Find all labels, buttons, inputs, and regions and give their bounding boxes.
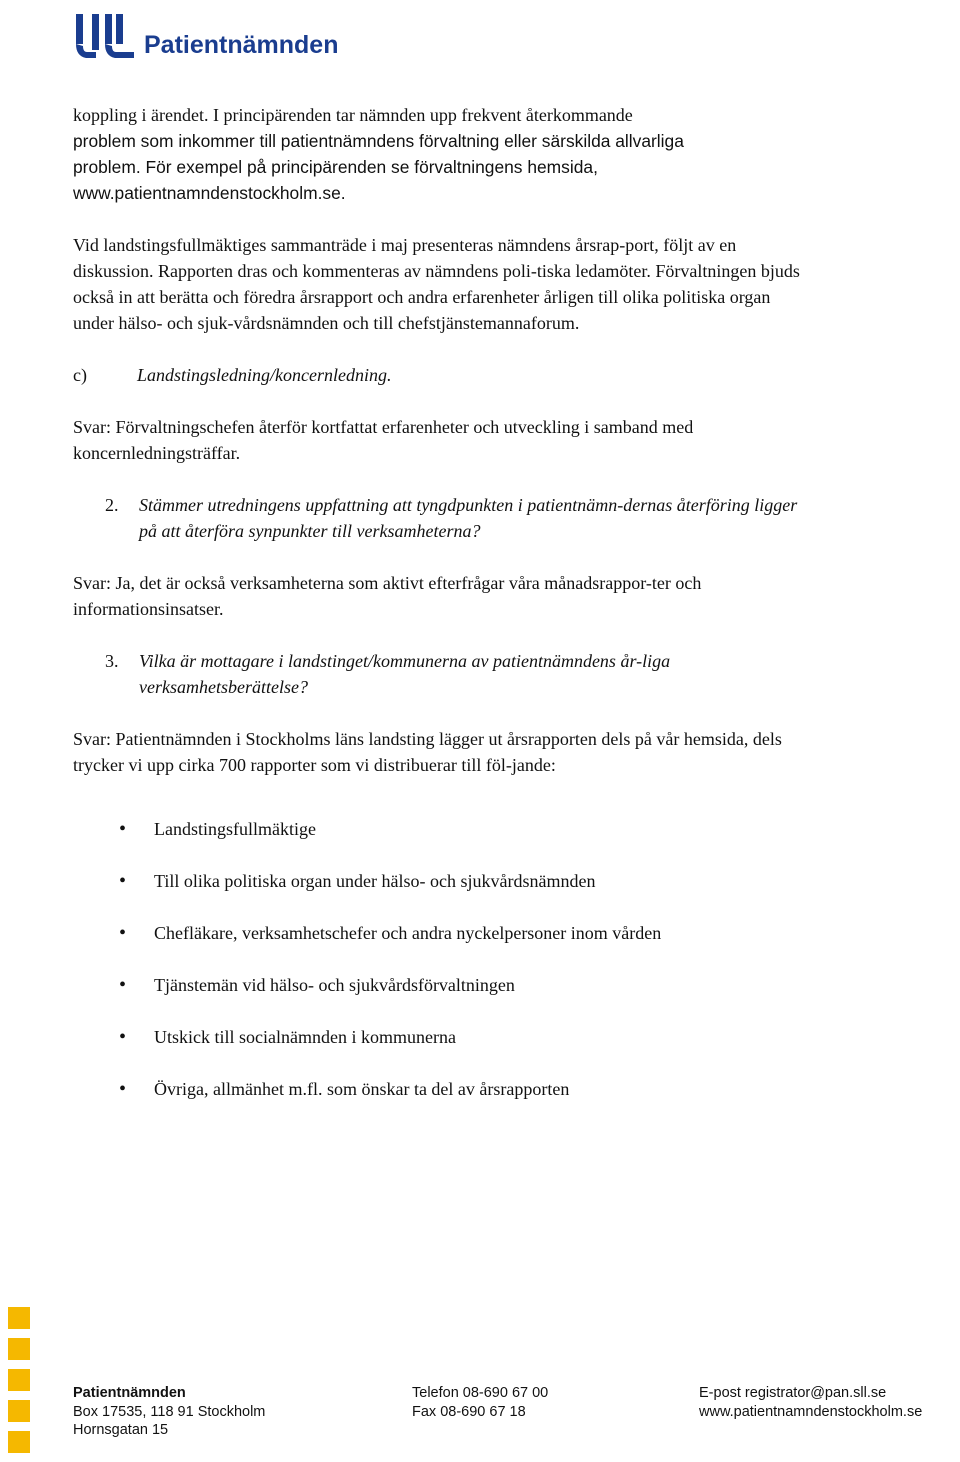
footer-website[interactable]: www.patientnamndenstockholm.se (699, 1403, 923, 1420)
sub-item-c (73, 362, 813, 388)
question-number: 3. (105, 651, 119, 671)
sub-item-marker: c) (73, 365, 87, 385)
answer-3: Svar: Patientnämnden i Stockholms läns landsting lägger ut årsrapporten dels på vår hemsida, dels trycker vi upp cirka 700 rapporter som vi distribuerar till föl-jande: (73, 729, 782, 775)
decorative-squares (8, 1307, 30, 1462)
list-item: • Till olika politiska organ under hälso- och sjukvårdsnämnden (73, 868, 813, 894)
paragraph-annual-report: Vid landstingsfullmäktiges sammanträde i maj presenteras nämndens årsrap-port, följt av en diskussion. Rapporten dras och kommenteras av nämndens poli-tiska ledamöter. Förvaltningen bjuds också in att berätta och föredra årsrapport och andra erfarenheter årligen till olika politiska organ under hälso- och sjuk-vårdsnämnden och till chefstjänstemannaforum. (73, 235, 800, 333)
footer-phone-fax (412, 1384, 548, 1421)
paragraph-principle-cases (73, 102, 813, 206)
question-text: Stämmer utredningens uppfattning att tyngdpunkten i patientnämn-dernas återföring ligger på att återföra synpunkter till verksamheterna? (139, 495, 798, 541)
yellow-square-icon (8, 1400, 30, 1422)
document-body (73, 102, 813, 1128)
footer-postal-address: Box 17535, 118 91 Stockholm (73, 1403, 266, 1420)
yellow-square-icon (8, 1369, 30, 1391)
yellow-square-icon (8, 1338, 30, 1360)
question-number: 2. (105, 495, 119, 515)
footer-contact (699, 1384, 922, 1421)
footer-email[interactable]: E-post registrator@pan.sll.se (699, 1385, 887, 1401)
footer-phone: Telefon 08-690 67 00 (412, 1385, 549, 1401)
list-item: • Tjänstemän vid hälso- och sjukvårdsförvaltningen (73, 972, 813, 998)
paragraph-line: problem som inkommer till patientnämndens förvaltning eller särskilda allvarliga (73, 131, 684, 151)
paragraph-line: koppling i ärendet. I principärenden tar nämnden upp frekvent återkommande (73, 105, 633, 125)
answer-2: Svar: Ja, det är också verksamheterna som aktivt efterfrågar våra månadsrappor-ter och informationsinsatser. (73, 573, 702, 619)
footer-street: Hornsgatan 15 (73, 1422, 169, 1438)
list-item: • Övriga, allmänhet m.fl. som önskar ta del av årsrapporten (73, 1076, 813, 1102)
answer-c: Svar: Förvaltningschefen återför kortfattat erfarenheter och utveckling i samband med koncernledningsträffar. (73, 417, 694, 463)
yellow-square-icon (8, 1307, 30, 1329)
logo (72, 6, 338, 62)
logo-mark-icon (72, 12, 136, 62)
recipient-list (73, 816, 813, 1102)
footer-org-name: Patientnämnden (73, 1385, 186, 1401)
list-item: • Landstingsfullmäktige (73, 816, 813, 842)
yellow-square-icon (8, 1431, 30, 1453)
question-text: Vilka är mottagare i landstinget/kommunerna av patientnämndens år-liga verksamhetsberättelse? (139, 651, 671, 697)
website-link[interactable]: www.patientnamndenstockholm.se. (73, 183, 346, 203)
question-2 (73, 492, 813, 544)
sub-item-text: Landstingsledning/koncernledning. (137, 365, 392, 385)
logo-text: Patientnämnden (144, 31, 339, 59)
question-3 (73, 648, 813, 700)
footer-address (73, 1384, 265, 1440)
paragraph-line: problem. För exempel på principärenden se förvaltningens hemsida, (73, 157, 598, 177)
footer-fax: Fax 08-690 67 18 (412, 1403, 526, 1420)
list-item: • Utskick till socialnämnden i kommunerna (73, 1024, 813, 1050)
list-item: • Chefläkare, verksamhetschefer och andra nyckelpersoner inom vården (73, 920, 813, 946)
